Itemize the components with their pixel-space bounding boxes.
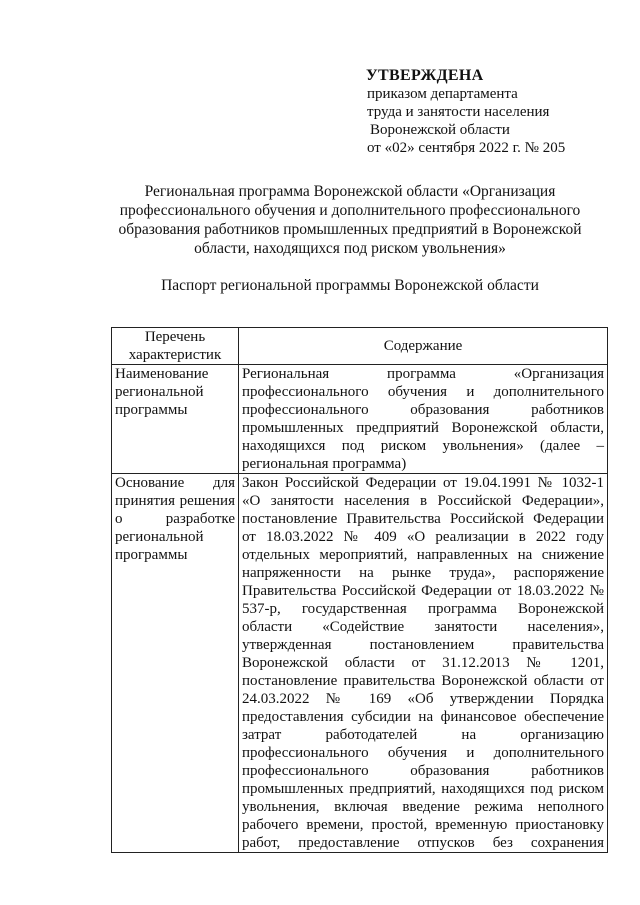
approval-line-department: труда и занятости населения bbox=[367, 104, 550, 120]
approval-title: УТВЕРЖДЕНА bbox=[366, 67, 484, 84]
row-content-name: Региональная программа «Организация профессионального обучения и дополнительного профессионального образования работников промышленных предприятий Воронежской области, находящихся под риском увольнения» (далее – региональная программа) bbox=[239, 365, 608, 474]
approval-line-region: Воронежской области bbox=[370, 122, 510, 138]
program-title: Региональная программа Воронежской области «Организация профессионального обучения и дополнительного профессионального образования работников промышленных предприятий в Воронежской области, находящихся под риском увольнения» bbox=[118, 183, 582, 257]
header-content: Содержание bbox=[239, 328, 608, 365]
approval-line-order: приказом департамента bbox=[367, 86, 518, 102]
row-content-basis: Закон Российской Федерации от 19.04.1991 № 1032-1 «О занятости населения в Российской Федерации», постановление Правительства Российской Федерации от 18.03.2022 № 409 «О реализации в 2022 году отдельных мероприятий, направленных на снижение напряженности на рынке труда», распоряжение Правительства Российской Федерации от 18.03.2022 № 537-р, государственная программа Воронежской области «Содействие занятости населения», утвержденная постановлением правительства Воронежской области от 31.12.2013 № 1201, постановление правительства Воронежской области от 24.03.2022 № 169 «Об утверждении Порядка предоставления субсидии на финансовое обеспечение затрат работодателей на организацию профессионального обучения и дополнительного профессионального образования работников промышленных предприятий, находящихся под риском увольнения, включая введение режима неполного рабочего времени, простой, временную приостановку работ, предоставление отпусков без сохранения bbox=[239, 474, 608, 853]
header-characteristics: Перечень характеристик bbox=[112, 328, 239, 365]
table-row bbox=[112, 365, 608, 474]
approval-line-date: от «02» сентября 2022 г. № 205 bbox=[367, 140, 566, 156]
table-row bbox=[112, 474, 608, 853]
passport-table bbox=[111, 327, 608, 853]
table-header-row bbox=[112, 328, 608, 365]
approval-stamp bbox=[366, 67, 616, 157]
passport-title: Паспорт региональной программы Воронежской области bbox=[161, 277, 539, 294]
row-label-name: Наименование региональной программы bbox=[112, 365, 239, 474]
row-label-basis: Основание для принятия решения о разработке региональной программы bbox=[112, 474, 239, 853]
